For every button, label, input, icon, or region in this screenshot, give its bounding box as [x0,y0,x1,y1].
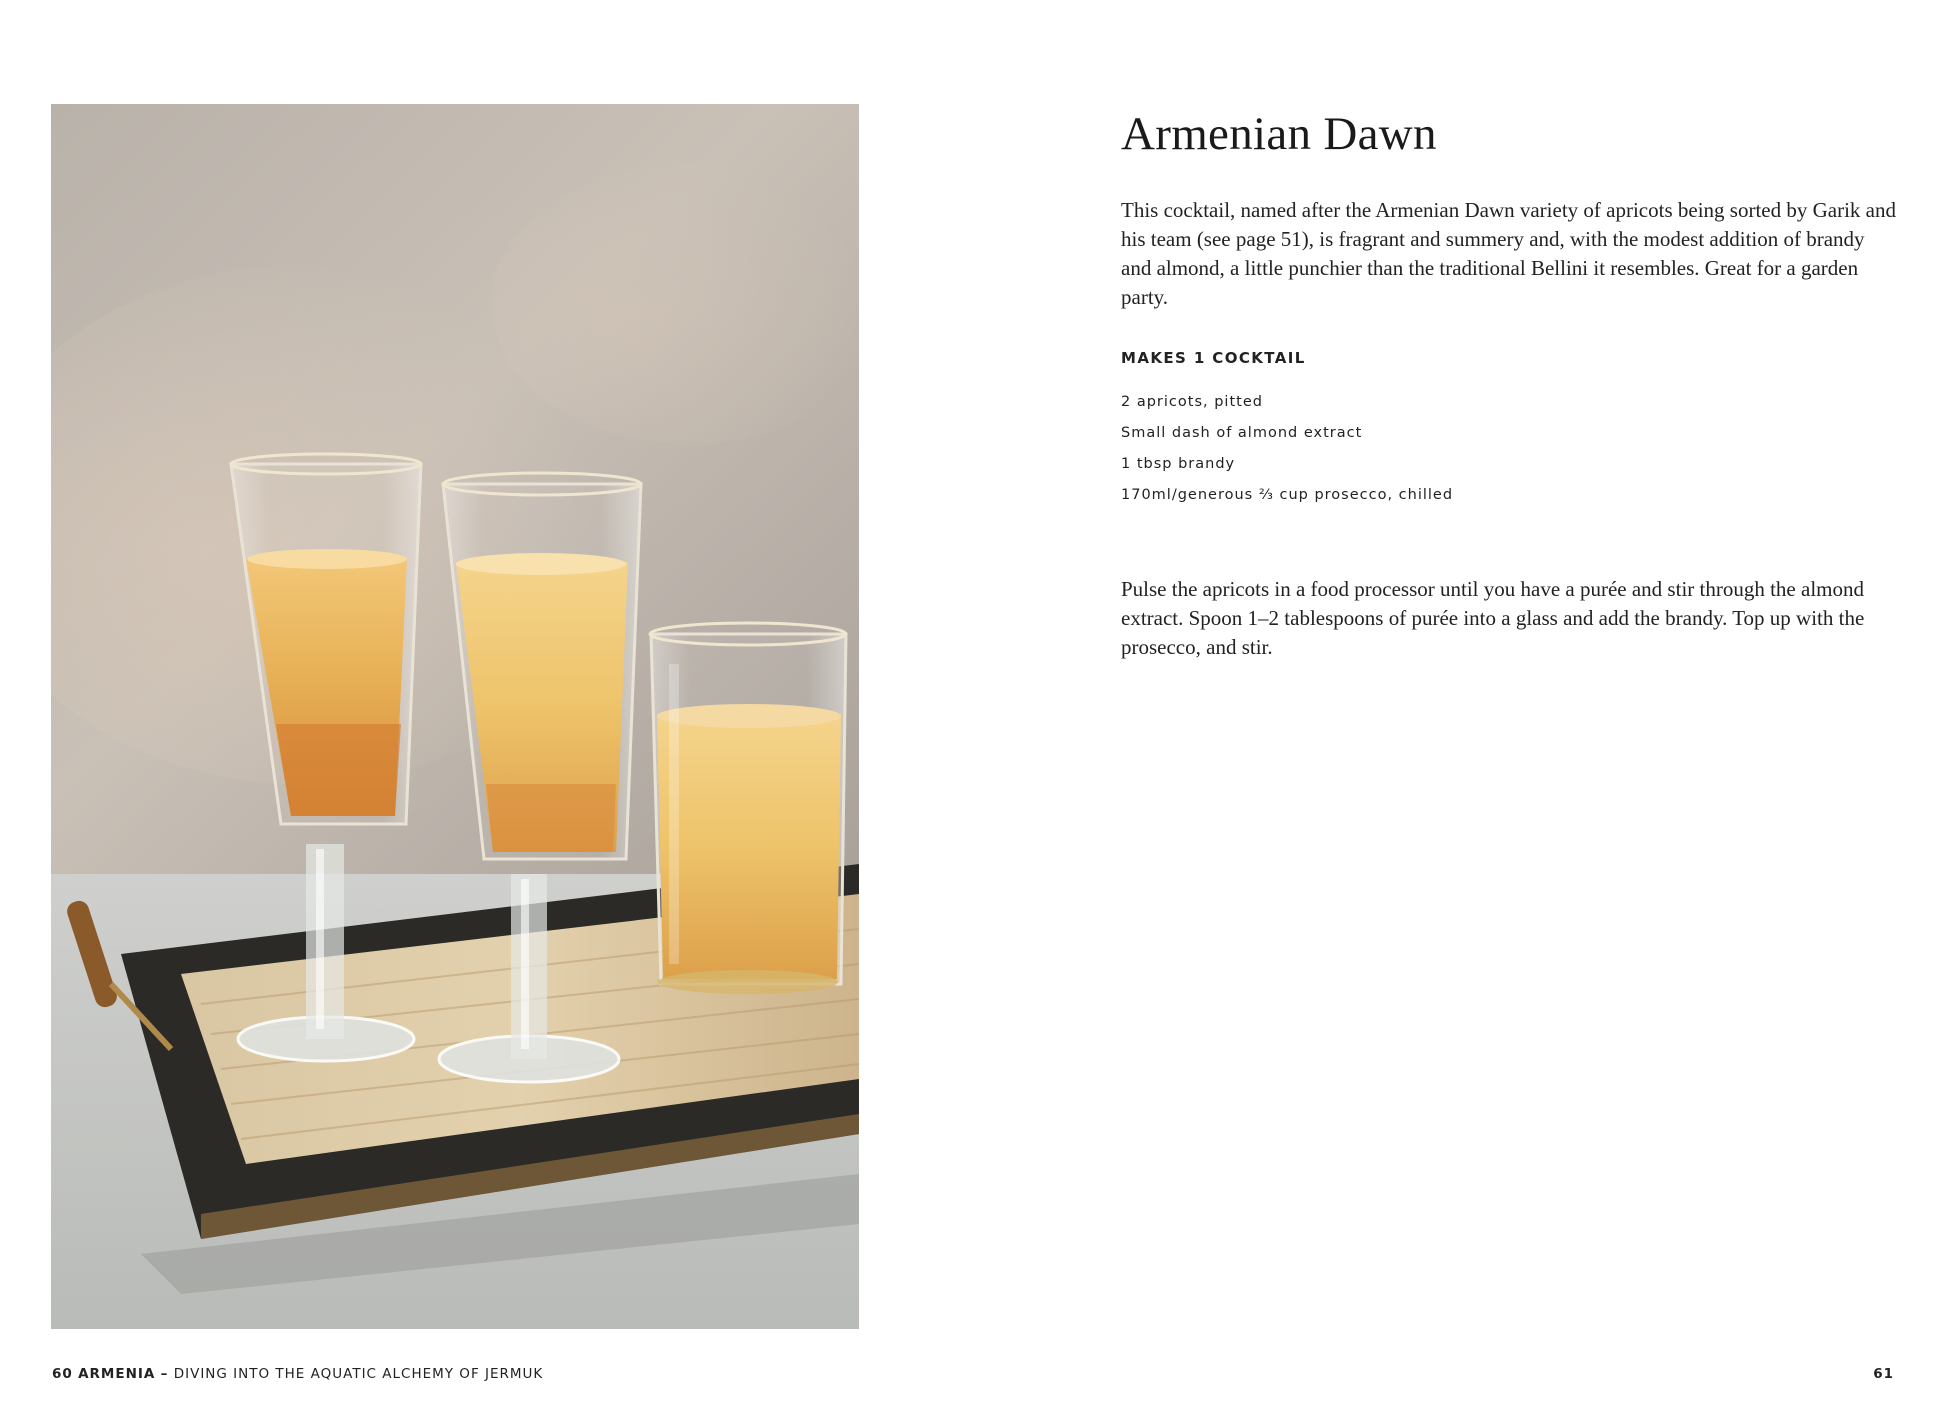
recipe-intro: This cocktail, named after the Armenian Dawn variety of apricots being sorted by Garik and his team (see page 51), is fragrant and summery and, with the modest addition of brandy and almond, a little punchier than the traditional Bellini it resembles. Great for a garden party. [1121,198,1896,310]
recipe-method: Pulse the apricots in a food processor until you have a purée and stir through the almond extract. Spoon 1–2 tablespoons of purée into a glass and add the brandy. Top up with the prosecco, and stir. [1121,577,1865,660]
left-page-number: 60 [52,1366,73,1382]
glass-right [650,623,846,994]
ingredient-item: 1 tbsp brandy [1121,456,1236,473]
cocktail-photo-illustration [51,104,859,1329]
ingredient-list [1121,387,1901,511]
ingredient-item: 170ml/generous ⅔ cup prosecco, chilled [1121,487,1454,504]
recipe [1121,106,1901,662]
section-name: ARMENIA [78,1366,156,1382]
right-page-number: 61 [1873,1366,1894,1382]
cocktail-photo [51,104,859,1329]
ingredient-item: 2 apricots, pitted [1121,394,1263,411]
footer-separator: – [160,1366,169,1382]
footer-left [52,1366,543,1382]
recipe-yield: MAKES 1 COCKTAIL [1121,349,1306,368]
ingredient-item: Small dash of almond extract [1121,425,1363,442]
chapter-title: DIVING INTO THE AQUATIC ALCHEMY OF JERMUK [173,1366,544,1382]
recipe-title: Armenian Dawn [1121,108,1437,160]
